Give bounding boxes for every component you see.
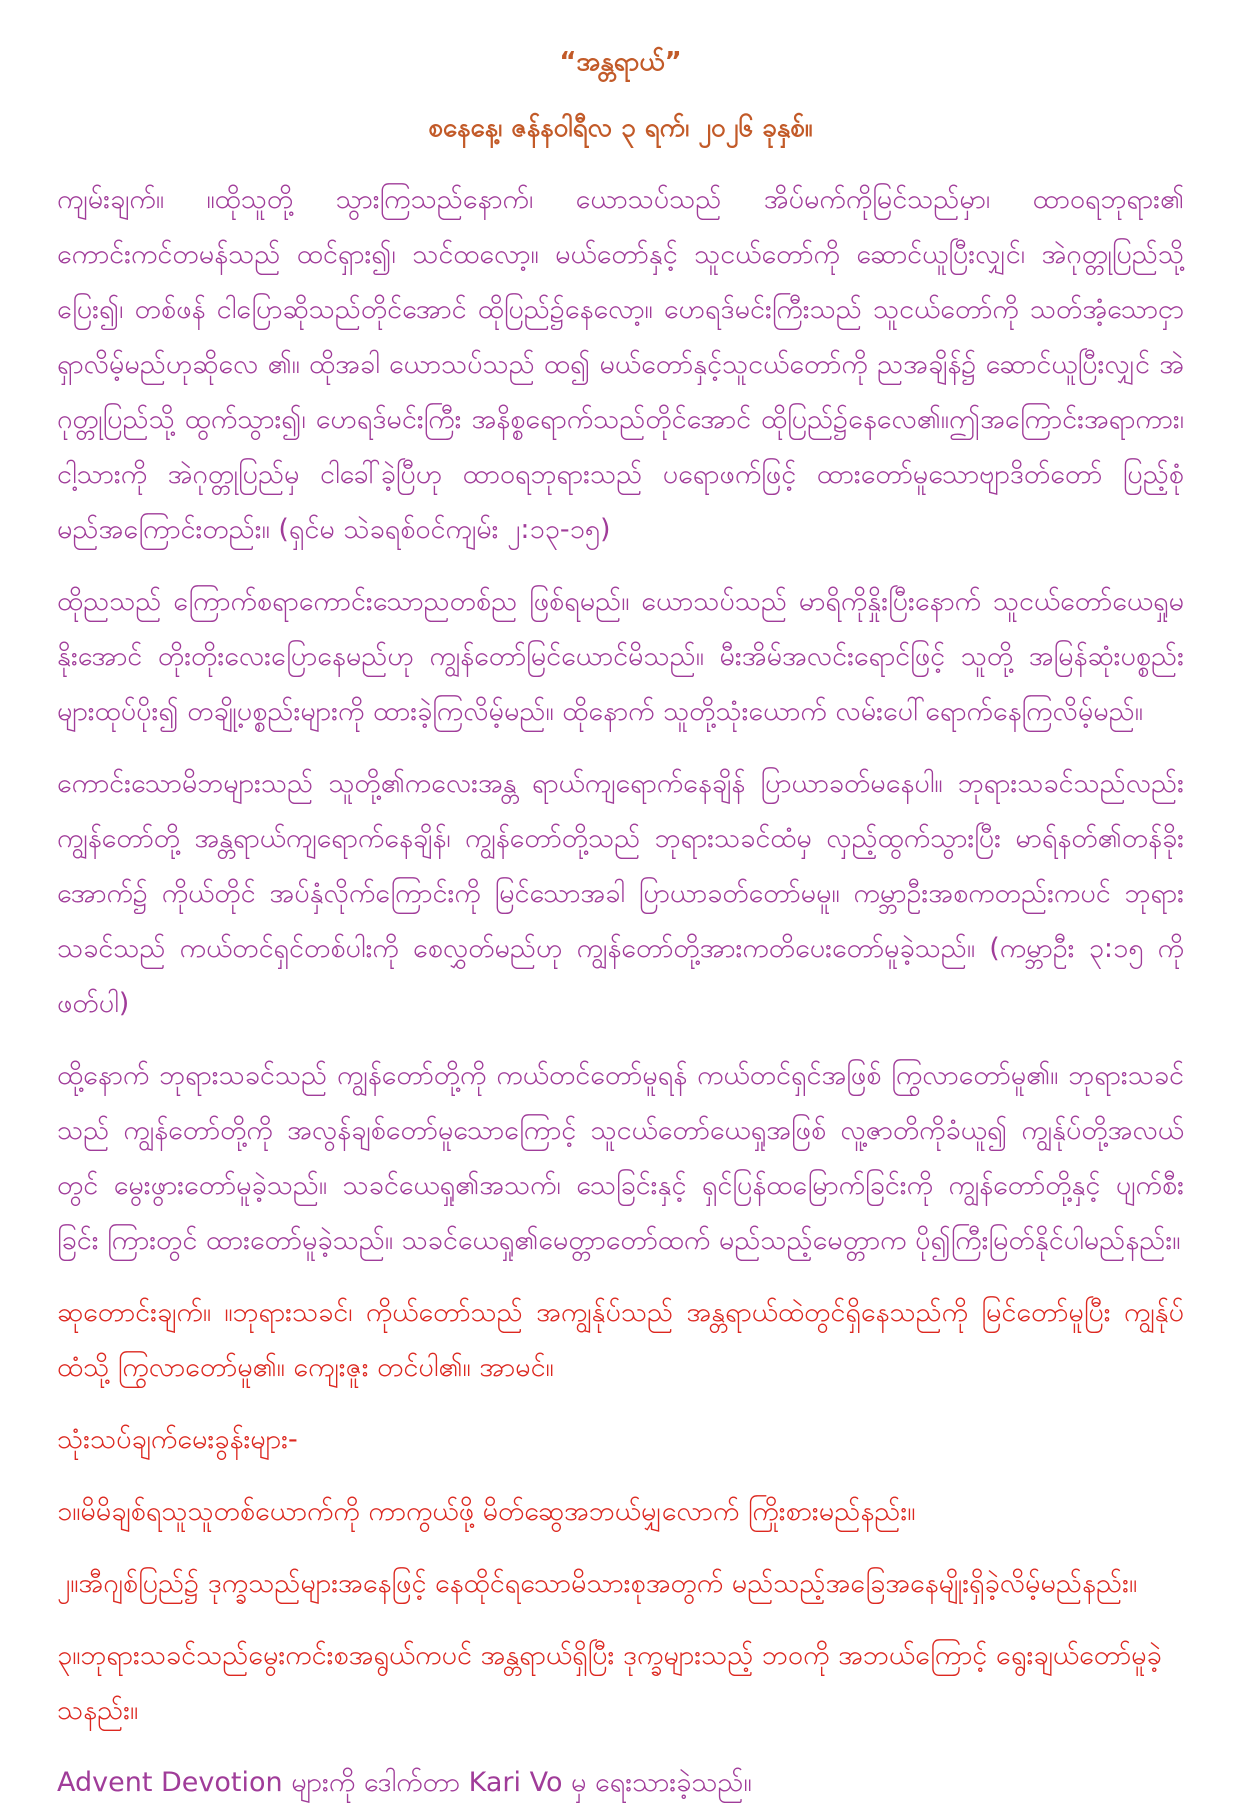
question-item-1: ၁။မိမိချစ်ရသူသူတစ်ယောက်ကို ကာကွယ်ဖို့ မိတ်ဆွေအဘယ်မျှလောက် ကြိုးစားမည်နည်း။ [57, 1496, 916, 1527]
document-body [57, 172, 1184, 1810]
questions-header: သုံးသပ်ချက်မေးခွန်းများ- [57, 1424, 298, 1455]
question-item-2: ၂။အီဂျစ်ပြည်၌ ဒုက္ခသည်များအနေဖြင့် နေထိုင်ရသောမိသားစုအတွက် မည်သည့်အခြေအနေမျိုးရှိခဲ့လိမ့်မည်နည်း။ [57, 1568, 1138, 1599]
attribution-line: Advent Devotion များကို ဒေါက်တာ Kari Vo မှ ရေးသားခဲ့သည်။ [57, 1767, 752, 1798]
reflection-paragraph-3: ထို့နောက် ဘုရားသခင်သည် ကျွန်တော်တို့ကို ကယ်တင်တော်မူရန် ကယ်တင်ရှင်အဖြစ် ကြွလာတော်မူ၏။ ဘုရားသခင်သည် ကျွန်တော်တို့ကို အလွန်ချစ်တော်မူသောကြောင့် သူငယ်တော်ယေရှုအဖြစ် လူ့ဇာတိကိုခံယူ၍ ကျွန်ုပ်တို့အလယ်တွင် မွေးဖွားတော်မူခဲ့သည်။ သခင်ယေရှု၏အသက်၊ သေခြင်းနှင့် ရှင်ပြန်ထမြောက်ခြင်းကို ကျွန်တော်တို့နှင့် ပျက်စီးခြင်း ကြားတွင် ထားတော်မူခဲ့သည်။ သခင်ယေရှု၏မေတ္တာတော်ထက် မည်သည့်မေတ္တာက ပို၍ကြီးမြတ်နိုင်ပါမည်နည်း။ [57, 1060, 1184, 1256]
question-item-3: ၃။ဘုရားသခင်သည်မွေးကင်းစအရွယ်ကပင် အန္တရာယ်ရှိပြီး ဒုက္ခများသည့် ဘဝကို အဘယ်ကြောင့် ရွေးချယ်တော်မူခဲ့သနည်း။ [57, 1640, 1162, 1726]
reflection-paragraph-1: ထိုညသည် ကြောက်စရာကောင်းသောညတစ်ည ဖြစ်ရမည်။ ယောသပ်သည် မာရိကိုနှိုးပြီးနောက် သူငယ်တော်ယေရှုမနိုးအောင် တိုးတိုးလေးပြောနေမည်ဟု ကျွန်တော်မြင်ယောင်မိသည်။ မီးအိမ်အလင်းရောင်ဖြင့် သူတို့ အမြန်ဆုံးပစ္စည်းများထုပ်ပိုး၍ တချို့ပစ္စည်းများကို ထားခဲ့ကြလိမ့်မည်။ ထိုနောက် သူတို့သုံးယောက် လမ်းပေါ်ရောက်နေကြလိမ့်မည်။ [57, 586, 1184, 727]
reflection-paragraph-2: ကောင်းသောမိဘများသည် သူတို့၏ကလေးအန္တ ရာယ်ကျရောက်နေချိန် ပြာယာခတ်မနေပါ။ ဘုရားသခင်သည်လည်း ကျွန်တော်တို့ အန္တရာယ်ကျရောက်နေချိန်၊ ကျွန်တော်တို့သည် ဘုရားသခင်ထံမှ လှည့်ထွက်သွားပြီး မာရ်နတ်၏တန်ခိုးအောက်၌ ကိုယ်တိုင် အပ်နှံလိုက်ကြောင်းကို မြင်သောအခါ ပြာယာခတ်တော်မမူ။ ကမ္ဘာဦးအစကတည်းကပင် ဘုရား သခင်သည် ကယ်တင်ရှင်တစ်ပါးကို စေလွှတ်မည်ဟု ကျွန်တော်တို့အားကတိပေးတော်မူခဲ့သည်။ (ကမ္ဘာဦး ၃:၁၅ ကိုဖတ်ပါ) [57, 768, 1184, 1019]
date-line: စနေနေ့၊ ဇန်နဝါရီလ ၃ ရက်၊ ၂၀၂၆ ခုနှစ်။ [428, 113, 813, 143]
page-title: “အန္တရာယ်” [559, 47, 682, 77]
scripture-paragraph: ကျမ်းချက်။ ။ထိုသူတို့ သွားကြသည်နောက်၊ ယောသပ်သည် အိပ်မက်ကိုမြင်သည်မှာ၊ ထာဝရဘုရား၏ ကောင်းကင်တမန်သည် ထင်ရှား၍၊ သင်ထလော့။ မယ်တော်နှင့် သူငယ်တော်ကို ဆောင်ယူပြီးလျှင်၊ အဲဂုတ္တုပြည်သို့ပြေး၍၊ တစ်ဖန် ငါပြောဆိုသည်တိုင်အောင် ထိုပြည်၌နေလော့။ ဟေရဒ်မင်းကြီးသည် သူငယ်တော်ကို သတ်အံ့သောငှာ ရှာလိမ့်မည်ဟုဆိုလေ ၏။ ထိုအခါ ယောသပ်သည် ထ၍ မယ်တော်နှင့်သူငယ်တော်ကို ညအချိန်၌ ဆောင်ယူပြီးလျှင် အဲဂုတ္တုပြည်သို့ ထွက်သွား၍၊ ဟေရဒ်မင်းကြီး အနိစ္စရောက်သည်တိုင်အောင် ထိုပြည်၌နေလေ၏။ဤအကြောင်းအရာကား၊ ငါ့သားကို အဲဂုတ္တုပြည်မှ ငါခေါ်ခဲ့ပြီဟု ထာဝရဘုရားသည် ပရောဖက်ဖြင့် ထားတော်မူသောဗျာဒိတ်တော် ပြည့်စုံမည်အကြောင်းတည်း။ (ရှင်မ သဲခရစ်ဝင်ကျမ်း ၂:၁၃-၁၅) [57, 184, 1184, 545]
prayer-paragraph: ဆုတောင်းချက်။ ။ဘုရားသခင်၊ ကိုယ်တော်သည် အကျွန်ုပ်သည် အန္တရာယ်ထဲတွင်ရှိနေသည်ကို မြင်တော်မူပြီး ကျွန်ုပ်ထံသို့ ကြွလာတော်မူ၏။ ကျေးဇူး တင်ပါ၏။ အာမင်။ [57, 1297, 1184, 1383]
